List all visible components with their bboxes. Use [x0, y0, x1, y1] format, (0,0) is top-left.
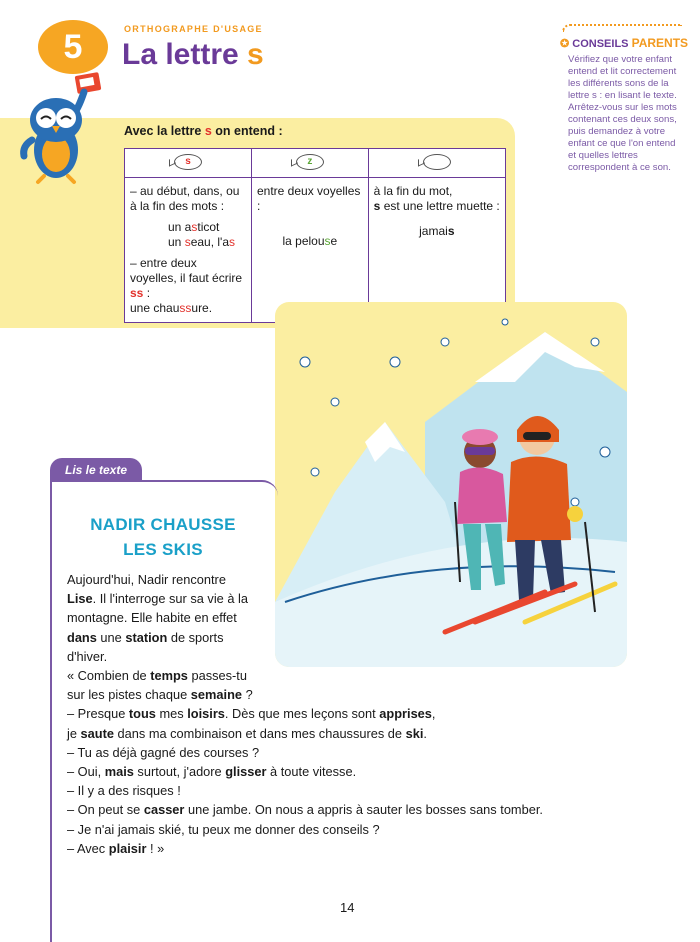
story-line: dans une station de sports [67, 629, 224, 645]
parents-tip-text: Vérifiez que votre enfant entend et lit correctement les différents sons de la lettre s : en lisant le texte. Arrêtez-vous sur les mots contenant ces deux sons, puis demandez à votre enfant ce que l'on entend et quelles lettres correspondent à ce son. [568, 54, 677, 173]
table-intro: Avec la lettre s on entend : [124, 124, 283, 138]
sound-z-bubble-icon: z [296, 154, 324, 170]
story-line: montagne. Elle habite en effet [67, 610, 237, 626]
parents-tip-title: ✪ CONSEILS PARENTS [560, 36, 689, 50]
rule-cell-z: entre deux voyelles : la pelouse [252, 178, 369, 323]
story-line: je saute dans ma combinaison et dans mes chaussures de ski. [67, 725, 427, 741]
rule-cell-silent: à la fin du mot, s est une lettre muette : jamais [368, 178, 505, 323]
rule-cell-s: – au début, dans, ou à la fin des mots : un asticot un seau, l'as – entre deux voyelles, il faut écrire ss : une chaussure. [125, 178, 252, 323]
story-line: – Tu as déjà gagné des courses ? [67, 744, 260, 760]
sound-s-bubble-icon: s [174, 154, 202, 170]
story-line: sur les pistes chaque semaine ? [67, 687, 253, 703]
story-line: – Presque tous mes loisirs. Dès que mes leçons sont apprises, [67, 706, 436, 722]
story-line: d'hiver. [67, 648, 108, 664]
page-title: La lettre s [122, 38, 264, 71]
story-text [67, 570, 543, 858]
section-kicker: ORTHOGRAPHE D'USAGE [124, 24, 263, 34]
story-line: Aujourd'hui, Nadir rencontre [67, 572, 226, 587]
read-text-tab: Lis le texte [50, 458, 142, 482]
story-line: – Je n'ai jamais skié, tu peux me donner des conseils ? [67, 821, 380, 837]
story-line: – Oui, mais surtout, j'adore glisser à toute vitesse. [67, 764, 357, 780]
lightbulb-icon: ✪ [560, 38, 570, 50]
silent-bubble-icon [423, 154, 451, 170]
story-line: – On peut se casser une jambe. On nous a appris à sauter les bosses sans tomber. [67, 802, 543, 818]
parents-tip-border [562, 24, 682, 32]
sounds-table [124, 148, 506, 323]
story-line: Lise. Il l'interroge sur sa vie à la [67, 591, 248, 607]
story-line: – Avec plaisir ! » [67, 840, 165, 856]
lesson-number-badge: 5 [38, 20, 108, 74]
story-line: – Il y a des risques ! [67, 783, 181, 799]
page-number: 14 [340, 900, 355, 915]
story-line: « Combien de temps passes-tu [67, 668, 247, 684]
story-title: NADIR CHAUSSE LES SKIS [90, 515, 236, 559]
owl-mascot-icon [14, 70, 114, 185]
